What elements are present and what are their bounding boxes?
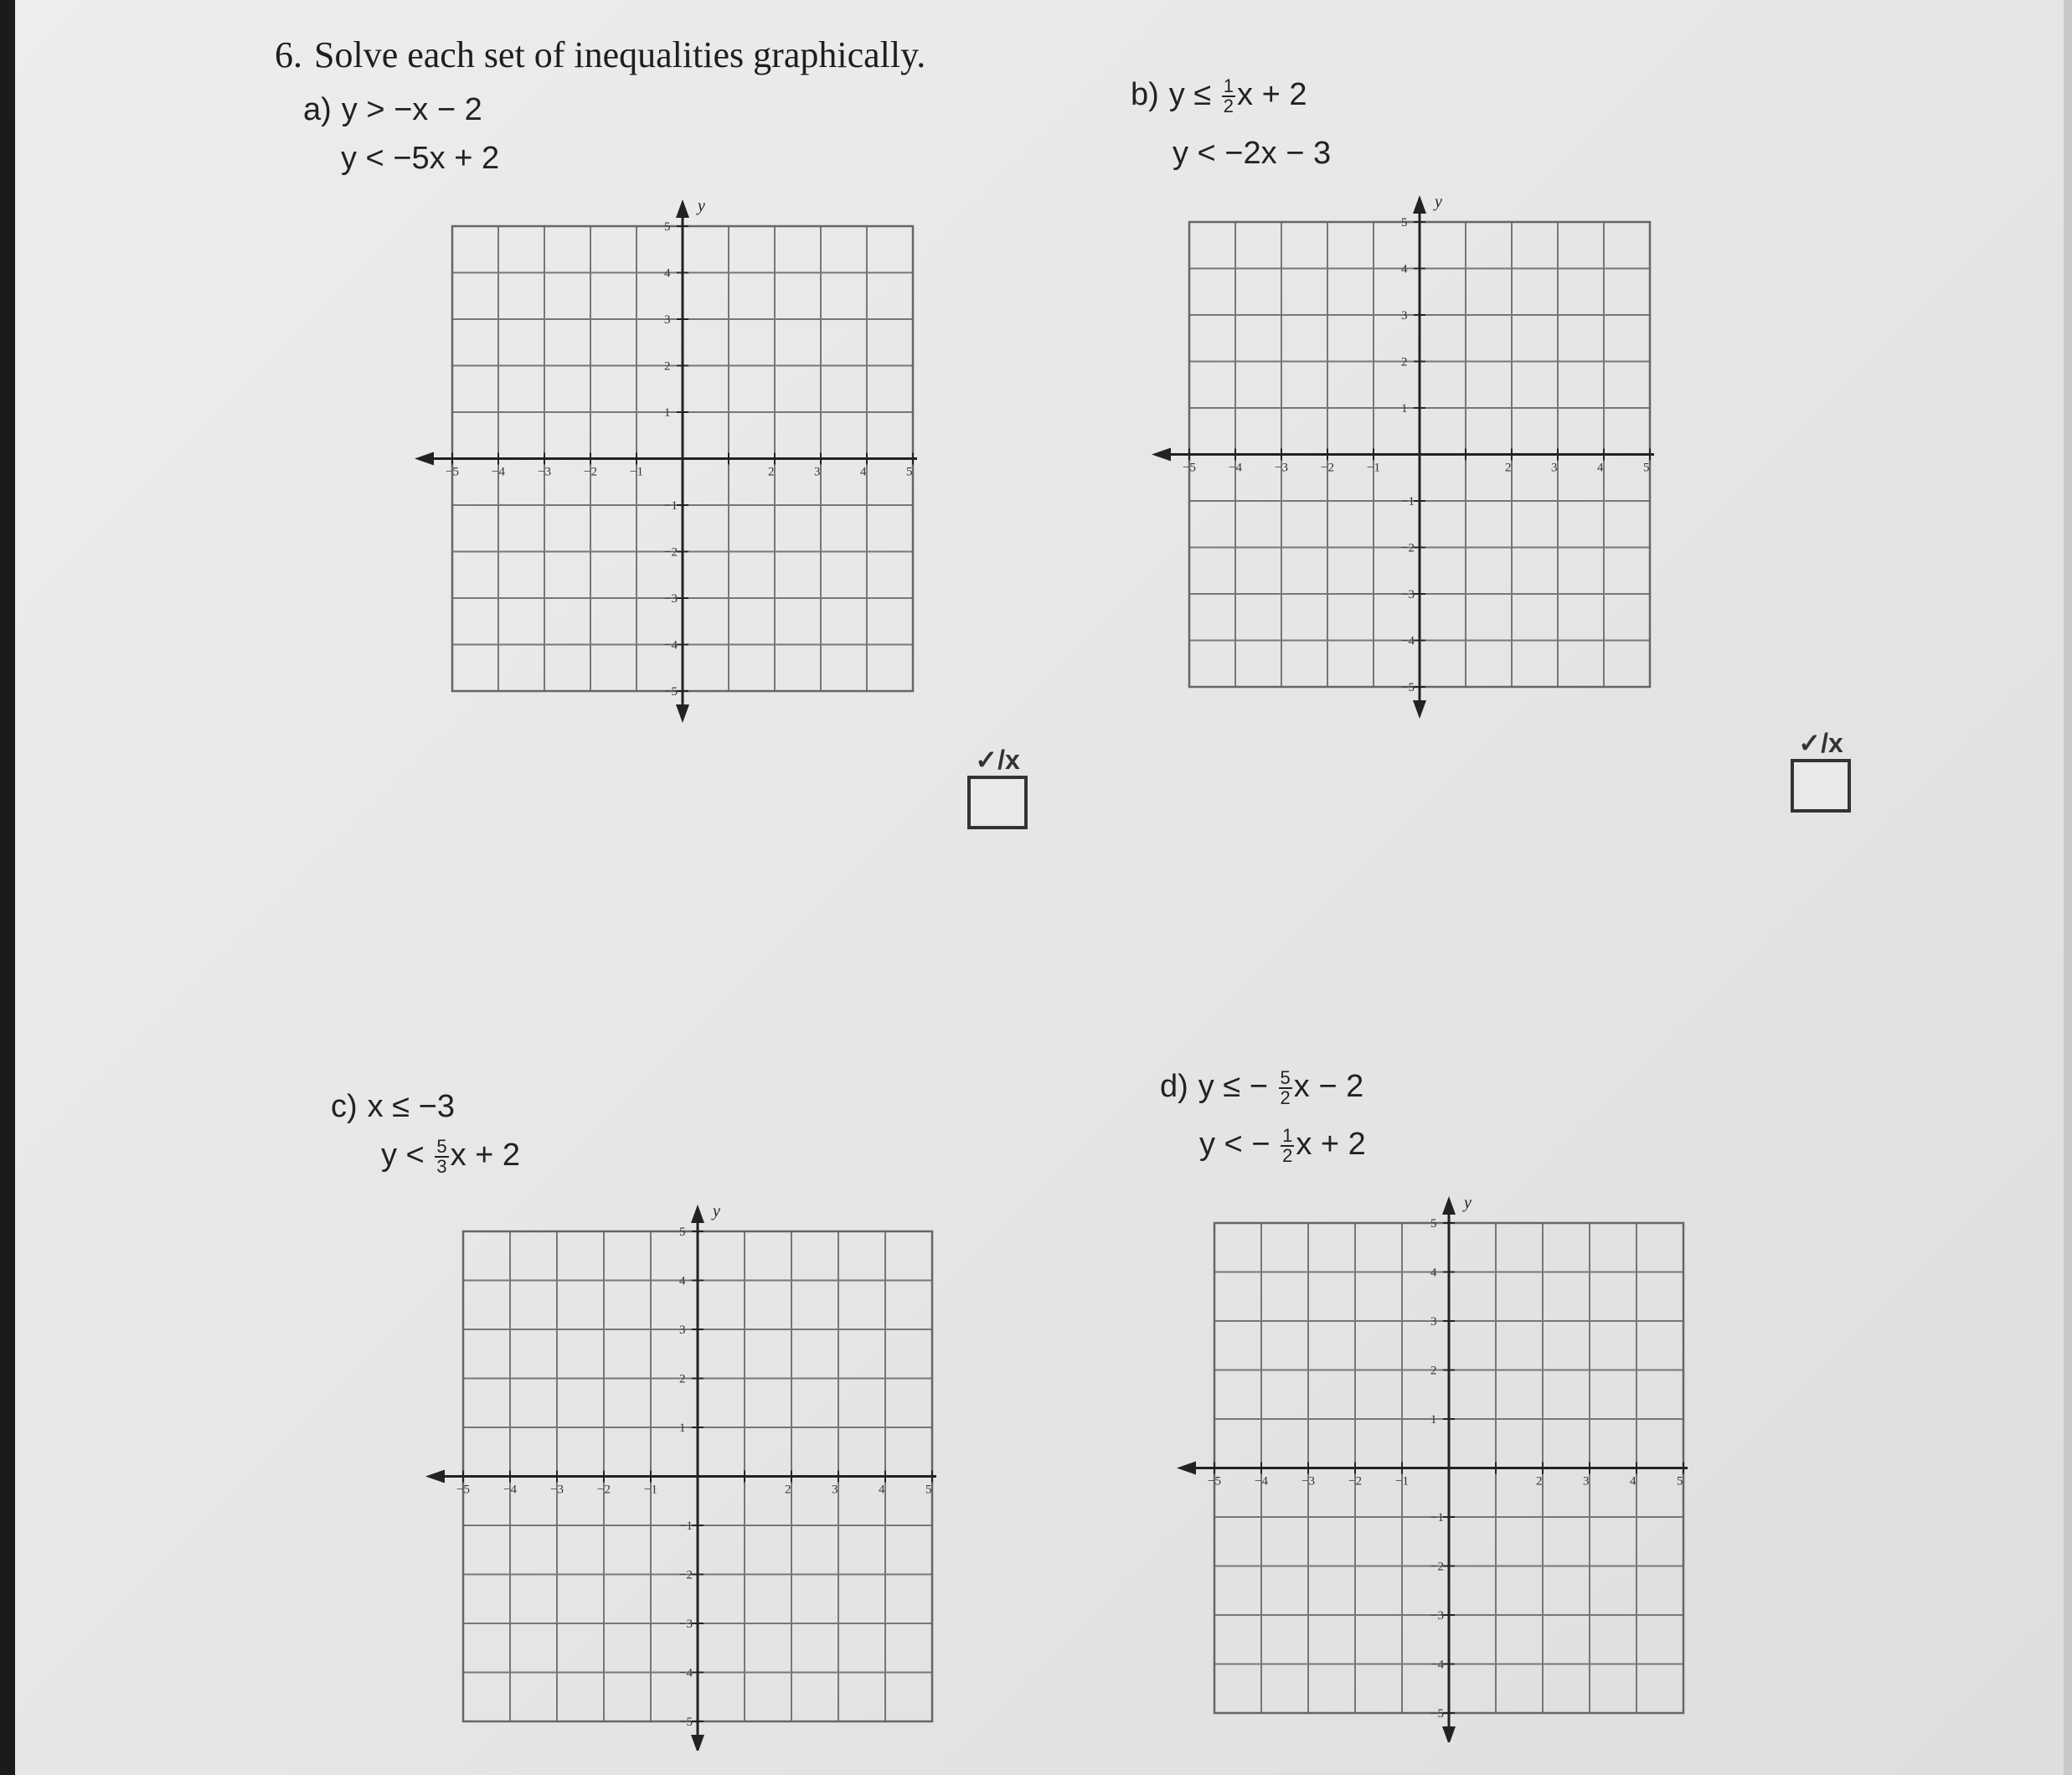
x-tick-label: −4 [1229, 461, 1242, 475]
part-c-ineq2-rhs: x + 2 [450, 1138, 521, 1174]
part-b-label: b) [1131, 77, 1159, 113]
x-tick-label: 4 [1597, 461, 1604, 475]
y-axis-down-arrow-icon [1442, 1726, 1456, 1742]
page-edge [2064, 0, 2072, 1775]
y-tick-label: 1 [1401, 402, 1408, 415]
fraction [1279, 1069, 1292, 1107]
part-d-line2 [1199, 1127, 1366, 1165]
y-tick-label: 3 [1430, 1315, 1437, 1329]
y-tick-label: 5 [1401, 216, 1408, 230]
part-a-label: a) [303, 92, 332, 127]
fraction [435, 1138, 448, 1176]
y-tick-label: −2 [664, 545, 678, 560]
y-tick-label: −4 [1430, 1658, 1444, 1672]
fraction-numerator: 5 [436, 1136, 447, 1157]
x-tick-label: −3 [1301, 1474, 1315, 1489]
x-tick-label: 3 [832, 1483, 838, 1497]
y-axis-up-arrow-icon [676, 199, 689, 218]
y-tick-label: −4 [664, 638, 678, 653]
y-tick-label: 2 [1401, 355, 1408, 369]
x-tick-label: −5 [456, 1483, 470, 1497]
x-tick-label: −1 [644, 1483, 657, 1497]
y-tick-label: 2 [1430, 1364, 1437, 1378]
y-tick-label: −3 [679, 1618, 693, 1631]
x-tick-label: 3 [814, 465, 821, 479]
x-tick-label: −2 [1321, 461, 1334, 475]
y-tick-label: −1 [679, 1520, 693, 1533]
fraction-denominator: 2 [1223, 95, 1234, 116]
y-axis-up-arrow-icon [1442, 1196, 1456, 1215]
y-tick-label: −5 [664, 685, 678, 699]
check-box-b[interactable] [1791, 729, 1851, 813]
y-axis-down-arrow-icon [1413, 700, 1426, 719]
x-tick-label: −3 [538, 465, 551, 479]
x-tick-label: −5 [446, 465, 459, 479]
fraction [1281, 1127, 1294, 1165]
y-tick-label: 2 [664, 359, 671, 374]
fraction-numerator: 5 [1280, 1067, 1291, 1088]
x-tick-label: −3 [1275, 461, 1288, 475]
question-number: 6. [275, 34, 302, 75]
worksheet-page [15, 0, 2072, 1775]
y-tick-label: −3 [1430, 1609, 1444, 1623]
part-d-ineq1-rhs: x − 2 [1293, 1069, 1364, 1105]
x-tick-label: 5 [1643, 461, 1650, 475]
y-tick-label: −1 [664, 499, 678, 513]
answer-box[interactable] [967, 776, 1028, 829]
x-tick-label: −2 [1348, 1474, 1362, 1489]
x-tick-label: 5 [925, 1483, 932, 1497]
fraction-denominator: 2 [1280, 1087, 1291, 1108]
y-tick-label: 1 [664, 406, 671, 420]
y-axis-label: y [1464, 1194, 1472, 1212]
part-c-ineq2-lhs: y < [381, 1138, 425, 1174]
y-tick-label: −3 [1401, 588, 1415, 601]
part-a-inequality-1: y > −x − 2 [341, 92, 482, 127]
part-d-line1 [1160, 1069, 1363, 1107]
part-b-line1 [1131, 77, 1307, 116]
x-tick-label: −1 [1367, 461, 1380, 475]
y-tick-label: 5 [679, 1225, 686, 1239]
y-tick-label: 2 [679, 1372, 686, 1386]
x-tick-label: 2 [785, 1483, 791, 1497]
check-x-mark: ✓/x [975, 745, 1020, 775]
y-tick-label: 3 [1401, 309, 1408, 322]
part-b-inequality-2: y < −2x − 3 [1173, 136, 1332, 171]
x-tick-label: 4 [1630, 1474, 1636, 1489]
check-box-a[interactable] [967, 746, 1028, 829]
y-tick-label: −1 [1401, 495, 1415, 508]
question-heading [275, 34, 925, 76]
x-tick-label: 2 [1536, 1474, 1543, 1489]
x-axis-arrow-icon [1152, 448, 1171, 462]
x-axis-arrow-icon [425, 1470, 445, 1483]
x-tick-label: 4 [860, 465, 867, 479]
part-d-ineq1-lhs: y ≤ − [1198, 1069, 1268, 1105]
y-axis-up-arrow-icon [691, 1205, 704, 1223]
x-tick-label: −4 [1255, 1474, 1268, 1489]
part-d-label: d) [1160, 1069, 1188, 1105]
part-d-ineq2-lhs: y < − [1199, 1127, 1271, 1163]
y-tick-label: 3 [664, 313, 671, 327]
x-tick-label: −2 [597, 1483, 611, 1497]
answer-box[interactable] [1791, 759, 1851, 813]
x-tick-label: 3 [1583, 1474, 1590, 1489]
x-axis-arrow-icon [415, 452, 434, 466]
y-axis-down-arrow-icon [691, 1735, 704, 1751]
x-tick-label: −5 [1183, 461, 1196, 475]
part-a-line1 [303, 92, 482, 128]
x-tick-label: 5 [906, 465, 913, 479]
y-tick-label: −2 [1430, 1560, 1444, 1574]
grid-b[interactable] [1152, 188, 1671, 725]
part-b-ineq1-rhs: x + 2 [1237, 77, 1307, 113]
part-a-line2 [341, 141, 499, 177]
x-tick-label: −5 [1208, 1474, 1221, 1489]
x-tick-label: 4 [879, 1483, 885, 1497]
y-tick-label: −2 [1401, 541, 1415, 555]
x-tick-label: −1 [630, 465, 643, 479]
y-tick-label: 5 [664, 220, 671, 234]
y-axis-up-arrow-icon [1413, 195, 1426, 214]
part-c-line1 [331, 1089, 455, 1125]
fraction-numerator: 1 [1282, 1125, 1293, 1146]
y-tick-label: 4 [664, 266, 671, 281]
x-tick-label: 3 [1551, 461, 1558, 475]
x-tick-label: 5 [1677, 1474, 1683, 1489]
y-tick-label: −4 [1401, 634, 1415, 648]
y-tick-label: 1 [679, 1422, 686, 1435]
part-c-label: c) [331, 1089, 358, 1124]
y-tick-label: −5 [679, 1716, 693, 1729]
fraction-denominator: 3 [436, 1156, 447, 1177]
y-tick-label: −5 [1401, 681, 1415, 694]
y-tick-label: −4 [679, 1666, 693, 1680]
y-tick-label: −5 [1430, 1707, 1444, 1721]
grid-a[interactable] [406, 193, 925, 729]
y-axis-label: y [713, 1202, 720, 1220]
x-tick-label: −2 [584, 465, 597, 479]
part-a-inequality-2: y < −5x + 2 [341, 141, 500, 176]
part-c-inequality-1: x ≤ −3 [367, 1089, 455, 1124]
fraction-numerator: 1 [1223, 75, 1234, 96]
y-tick-label: 1 [1430, 1413, 1437, 1427]
y-tick-label: 3 [679, 1324, 686, 1337]
check-x-mark: ✓/x [1798, 728, 1843, 758]
y-axis-label: y [1435, 193, 1442, 211]
x-tick-label: −4 [503, 1483, 517, 1497]
y-tick-label: 4 [1430, 1266, 1437, 1280]
x-tick-label: 2 [1505, 461, 1512, 475]
y-tick-label: 4 [679, 1274, 686, 1288]
y-axis-label: y [698, 197, 705, 215]
part-d-ineq2-rhs: x + 2 [1296, 1127, 1366, 1163]
part-c-line2 [381, 1138, 520, 1176]
y-tick-label: −1 [1430, 1511, 1444, 1525]
fraction [1222, 77, 1235, 116]
y-tick-label: −3 [664, 592, 678, 606]
y-tick-label: 4 [1401, 262, 1408, 276]
y-tick-label: −2 [679, 1568, 693, 1582]
x-tick-label: −1 [1395, 1474, 1409, 1489]
grid-c[interactable] [425, 1198, 945, 1751]
x-tick-label: 2 [768, 465, 775, 479]
question-text: Solve each set of inequalities graphically. [314, 34, 926, 75]
y-tick-label: 5 [1430, 1217, 1437, 1231]
grid-d[interactable] [1177, 1189, 1696, 1742]
x-tick-label: −3 [550, 1483, 564, 1497]
y-axis-down-arrow-icon [676, 704, 689, 723]
x-axis-arrow-icon [1177, 1462, 1196, 1475]
fraction-denominator: 2 [1282, 1145, 1293, 1166]
part-b-ineq1-lhs: y ≤ [1168, 77, 1212, 113]
part-b-line2 [1173, 136, 1331, 172]
x-tick-label: −4 [492, 465, 505, 479]
